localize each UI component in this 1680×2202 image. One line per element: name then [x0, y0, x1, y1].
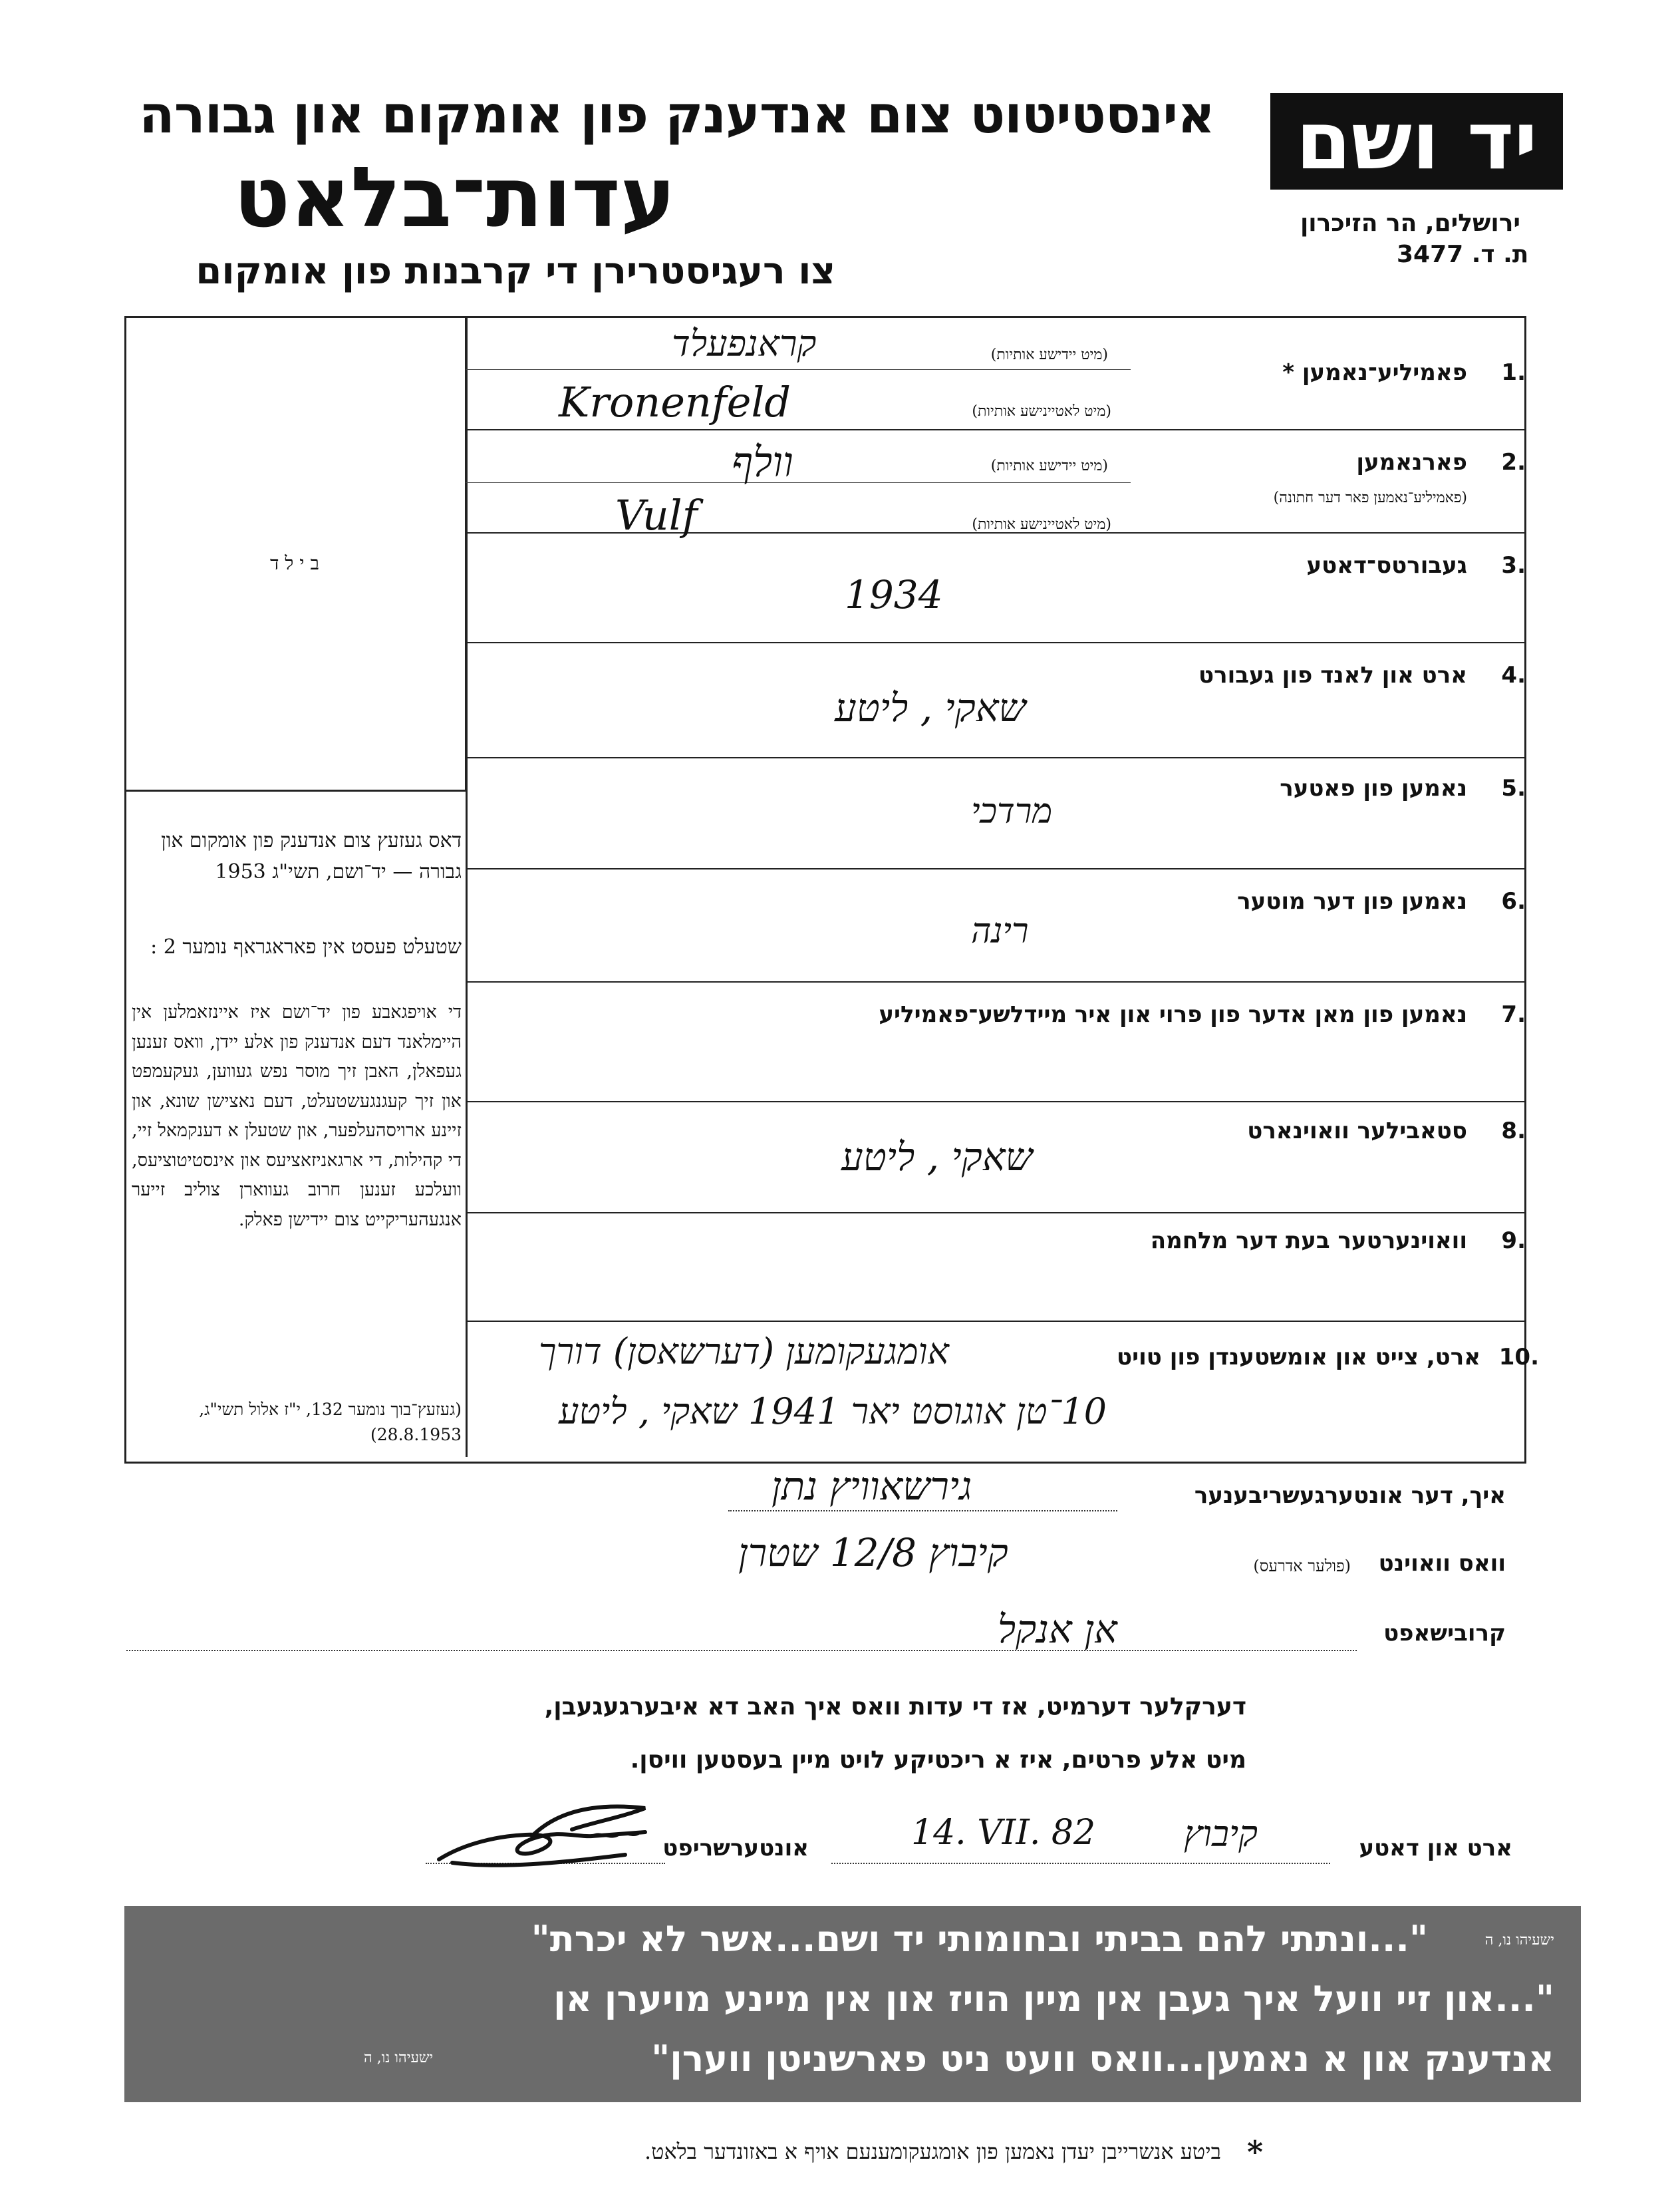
field-5-label: נאמען פון פאטער [1280, 775, 1467, 802]
field-6-value[interactable]: רינה [971, 911, 1029, 951]
row-divider [466, 1101, 1526, 1102]
place-date-line [831, 1863, 1330, 1864]
banner-line-3: אנדענק און א נאמען...וואס וועט ניט פארשניטן ווערן" [651, 2038, 1554, 2080]
submitter-name-value[interactable]: גירשאוויץ נתן [771, 1464, 972, 1509]
field-9-number: 9. [1501, 1227, 1526, 1254]
field-2-label: פארנאמען [1356, 449, 1467, 476]
law-text-4: (געזעץ־בוך נומער 132, י"ז אלול תשי"ג, 28.8.1953) [199, 1400, 462, 1444]
sub-divider [466, 482, 1131, 483]
submitter-address-label: וואס וואוינט [1378, 1550, 1506, 1577]
submitter-address-value[interactable]: קיבוץ 12/8 שטרן [738, 1530, 1008, 1575]
sub-divider [466, 369, 1131, 370]
field-2-hint-latin: (מיט לאטיינישע אותיות) [972, 516, 1111, 533]
banner-line-1-ref: ישעיהו נו, ה [1484, 1932, 1554, 1949]
field-2-value-yiddish[interactable]: וולף [732, 438, 793, 486]
photo-label: ב י ל ד [269, 552, 320, 574]
field-8-value[interactable]: שאקי , ליטע [841, 1134, 1033, 1180]
field-1-value-latin[interactable]: Kronenfeld [559, 378, 791, 426]
field-2-number: 2. [1501, 449, 1526, 476]
row-divider [466, 1212, 1526, 1213]
banner-line-2: "...און זיי וועל איך געבן אין מיין הויז און אין מיינע מויערן אן [553, 1978, 1554, 2020]
submitter-name-label: איך, דער אונטערגעשריבענער [1194, 1482, 1506, 1509]
form-title: עדות־בלאט [233, 150, 676, 246]
submitter-address-hint: (פולער אדרעס) [1253, 1557, 1351, 1575]
submitter-relation-line [126, 1650, 1357, 1651]
submitter-relation-value[interactable]: אן אנקל [998, 1607, 1117, 1652]
field-4-label: ארט און לאנד פון געבורט [1198, 662, 1467, 689]
field-7-label: נאמען פון מאן אדער פון פרוי און איר מיידלשע־פאמיליע [879, 1001, 1467, 1028]
field-8-number: 8. [1501, 1118, 1526, 1144]
field-10-label: ארט, צייט און אומשטענדן פון טויט [1116, 1344, 1480, 1370]
field-5-number: 5. [1501, 775, 1526, 802]
signature-label: אונטערשריפט [662, 1835, 809, 1861]
field-6-label: נאמען פון דער מוטער [1237, 888, 1467, 915]
declaration-line-2: מיט אלע פרטים, איז א ריכטיקע לויט מיין בעסטען וויסן. [630, 1746, 1246, 1774]
logo-text: יד ושם [1296, 94, 1538, 188]
form-subtitle: צו רעגיסטרירן די קרבנות פון אומקום [196, 249, 835, 293]
field-2-hint-yiddish: (מיט יידישע אותיות) [990, 458, 1108, 474]
field-1-value-yiddish[interactable]: קראנפעלד [672, 323, 817, 365]
law-text-2: שטעלט פעסט אין פאראגראף נומער 2 : [150, 935, 462, 959]
submitter-name-line [728, 1510, 1117, 1511]
sub-divider [466, 429, 1526, 430]
date-value[interactable]: 14. VII. 82 [911, 1813, 1096, 1853]
row-divider [466, 757, 1526, 758]
field-9-label: וואוינערטער בעת דער מלחמה [1150, 1227, 1467, 1254]
banner-line-3-ref: ישעיהו נו, ה [364, 2050, 434, 2066]
row-divider [466, 1321, 1526, 1322]
field-5-value[interactable]: מרדכי [971, 792, 1053, 832]
field-10-value-line-2[interactable]: 10־טן אוגוסט יאר 1941 שאקי , ליטע [559, 1390, 1107, 1432]
field-2-value-latin[interactable]: Vulf [615, 491, 698, 540]
address-line-1: ירושלים, הר הזיכרון [1300, 210, 1520, 237]
field-3-value[interactable]: 1934 [845, 572, 943, 617]
photo-box [124, 316, 467, 792]
field-1-hint-latin: (מיט לאטיינישע אותיות) [972, 403, 1111, 420]
quote-banner [124, 1906, 1581, 2102]
field-2-sublabel: (פאמיליע־נאמען פאר דער חתונה) [1273, 490, 1467, 506]
place-value[interactable]: קיבוץ [1184, 1813, 1258, 1855]
field-6-number: 6. [1501, 888, 1526, 915]
fields-divider [466, 316, 468, 1457]
submitter-relation-label: קרובישאפט [1383, 1620, 1506, 1647]
law-text-1: דאס געזעץ צום אנדענק פון אומקום און גבורה — יד־ושם, תשי"ג 1953 [161, 829, 462, 883]
footnote-star: * [1247, 2134, 1264, 2170]
footnote-text: ביטע אנשרייבן יעדן נאמען פון אומגעקומענעם אויף א באזונדער בלאט. [644, 2139, 1221, 2164]
field-4-value[interactable]: שאקי , ליטע [835, 685, 1026, 730]
field-1-label: פאמיליע־נאמען * [1282, 359, 1467, 386]
field-3-label: געבורטס־דאטע [1306, 552, 1467, 579]
field-8-label: סטאבילער וואוינארט [1247, 1118, 1467, 1144]
field-10-value-line-1[interactable]: אומגעקומען (דערשאסן) דורך [539, 1331, 949, 1372]
handwritten-signature [426, 1796, 678, 1876]
declaration-line-1: דערקלער דערמיט, אז די עדות וואס איך האב דא איבערגעגעבן, [544, 1693, 1246, 1720]
law-text-3: די אויפגאבע פון יד־ושם איז איינזאמלען אין היימלאנד דעם אנדענק פון אלע יידן, וואס זענען געפאלן, האבן זיך מוסר נפש געווען, געקעמפט און זיך קעגנגעשטעלט, דעם נאצישן שונא, און זיינע ארויסהעלפער, און שטעלן א דענקמאל זיי, די קהילות, די ארגאניזאציעס און אינסטיטוציעס, וועלכע זענען חרוב געווארן צוליב זייער אנגעהעריקייט צום יידישן פאלק. [132, 1002, 462, 1230]
field-1-hint-yiddish: (מיט יידישע אותיות) [990, 347, 1108, 363]
logo-box [1270, 93, 1563, 190]
field-10-number: 10. [1498, 1344, 1539, 1370]
address-line-2: ת. ד. 3477 [1397, 241, 1529, 268]
institute-title: אינסטיטוט צום אנדענק פון אומקום און גבורה [139, 85, 1214, 145]
field-3-number: 3. [1501, 552, 1526, 579]
field-7-number: 7. [1501, 1001, 1526, 1028]
row-divider [466, 642, 1526, 643]
field-1-number: 1. [1501, 359, 1526, 386]
banner-line-1: "...ונתתי להם בביתי ובחומותי יד ושם...אשר לא יכרת" [531, 1918, 1428, 1960]
place-date-label: ארט און דאטע [1359, 1835, 1512, 1861]
row-divider [466, 981, 1526, 983]
field-4-number: 4. [1501, 662, 1526, 689]
row-divider [466, 868, 1526, 869]
